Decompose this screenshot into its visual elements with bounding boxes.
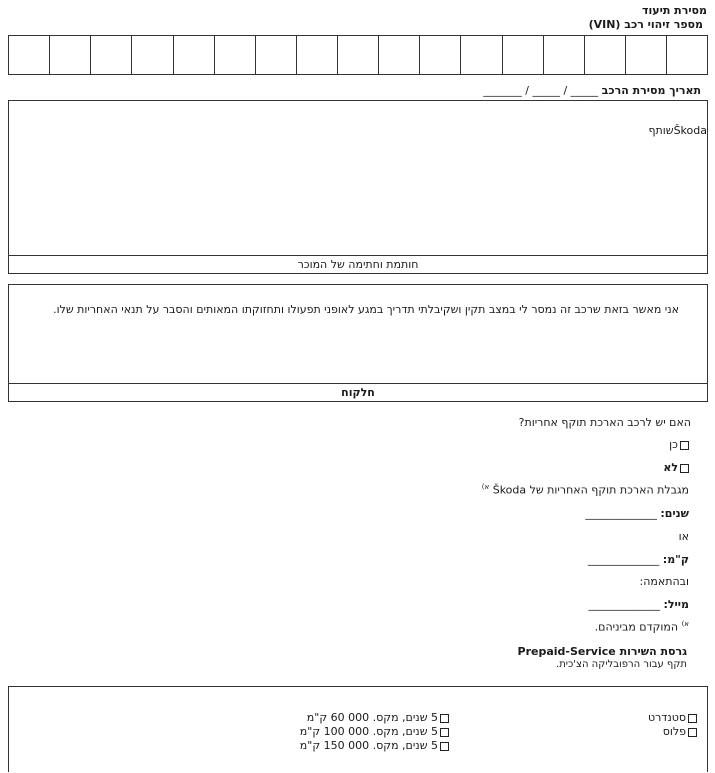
partner-text: Škodaשותף [648, 124, 707, 137]
miles-label: מייל: [663, 598, 689, 611]
vin-cell[interactable] [214, 36, 255, 74]
vin-cell[interactable] [625, 36, 666, 74]
delivery-date-label: תאריך מסירת הרכב [601, 84, 701, 97]
vin-cell[interactable] [666, 36, 707, 74]
and-accordingly-text: ובהתאמה: [639, 575, 689, 588]
vin-cell[interactable] [296, 36, 337, 74]
warranty-yes-option[interactable] [669, 438, 689, 451]
years-label: שנים: [660, 507, 689, 520]
customer-signature-box[interactable] [8, 284, 708, 402]
delivery-date-blank[interactable]: _______ / _____ / _____ [483, 84, 599, 97]
vin-cell[interactable] [543, 36, 584, 74]
warranty-question: האם יש לרכב הארכת תוקף אחריות? [518, 416, 691, 429]
mileage-option-100k-label: 5 שנים, מקס. 000 100 ק"מ [299, 725, 438, 738]
variant-standard-label: סטנדרט [647, 711, 686, 724]
prepaid-mileage-options [300, 711, 449, 753]
vin-cell[interactable] [502, 36, 543, 74]
warranty-limit-text [482, 483, 689, 497]
vin-cell[interactable] [255, 36, 296, 74]
vin-cell[interactable] [9, 36, 49, 74]
vin-label: מספר זיהוי רכב (VIN) [588, 18, 703, 31]
years-blank[interactable]: _____________ [585, 507, 657, 520]
or-text: או [678, 530, 689, 543]
years-row[interactable] [585, 507, 689, 520]
vin-cell[interactable] [378, 36, 419, 74]
miles-row[interactable] [589, 598, 690, 611]
checkbox-60k[interactable] [440, 714, 449, 723]
prepaid-variants [648, 711, 697, 739]
yes-label: כן [669, 438, 678, 451]
customer-statement: אני מאשר בזאת שרכב זה נמסר לי במצב תקין ושקיבלתי תדריך במגע לאופני תפעולו ותחזוקתו המאותים והסבר על תנאי האחריות שלו. [53, 303, 679, 316]
variant-plus-label: פלוס [662, 725, 686, 738]
prepaid-title-brand: Prepaid-Service [517, 645, 616, 658]
footnote-text: המוקדם מביניהם. [594, 620, 679, 634]
prepaid-options-box [8, 686, 708, 772]
checkbox-100k[interactable] [440, 728, 449, 737]
variant-standard[interactable] [648, 711, 697, 725]
miles-blank[interactable]: _____________ [588, 598, 660, 611]
mileage-option-100k[interactable] [300, 725, 449, 739]
km-row[interactable] [588, 553, 689, 566]
prepaid-subtitle: תקף עבור הרפובליקה הצ'כית. [556, 659, 687, 670]
variant-plus[interactable] [648, 725, 697, 739]
km-label: ק"מ: [662, 553, 689, 566]
vin-cell[interactable] [337, 36, 378, 74]
page-title: מסירת תיעוד [642, 4, 707, 17]
vin-cell[interactable] [131, 36, 172, 74]
vin-cell[interactable] [49, 36, 90, 74]
vin-cell[interactable] [460, 36, 501, 74]
seller-stamp-footer: חותמת וחתימה של המוכר [9, 255, 707, 273]
vin-input-grid[interactable] [8, 35, 708, 75]
mileage-option-150k[interactable] [300, 739, 449, 753]
vin-cell[interactable] [584, 36, 625, 74]
footnote-marker-2: א) [681, 620, 689, 628]
checkbox-plus[interactable] [688, 728, 697, 737]
checkbox-standard[interactable] [688, 714, 697, 723]
footnote [595, 620, 689, 634]
footnote-marker: א) [481, 483, 490, 491]
vin-cell[interactable] [90, 36, 131, 74]
mileage-option-60k-label: 5 שנים, מקס. 000 60 ק"מ [306, 711, 438, 724]
checkbox-yes[interactable] [680, 441, 689, 450]
prepaid-title [518, 645, 687, 658]
no-label: לא [663, 461, 678, 474]
km-blank[interactable]: _____________ [587, 553, 660, 566]
customer-signature-footer: חלקוח [9, 383, 707, 401]
checkbox-no[interactable] [680, 464, 689, 473]
vin-cell[interactable] [173, 36, 214, 74]
mileage-option-150k-label: 5 שנים, מקס. 000 150 ק"מ [299, 739, 438, 752]
mileage-option-60k[interactable] [300, 711, 449, 725]
warranty-no-option[interactable] [663, 461, 689, 474]
seller-stamp-box[interactable] [8, 100, 708, 274]
checkbox-150k[interactable] [440, 742, 449, 751]
vin-cell[interactable] [419, 36, 460, 74]
delivery-date-row [483, 84, 701, 97]
limit-label: מגבלת הארכת תוקף האחריות של Škoda [492, 483, 689, 497]
prepaid-title-prefix: גרסת השירות [619, 645, 687, 658]
